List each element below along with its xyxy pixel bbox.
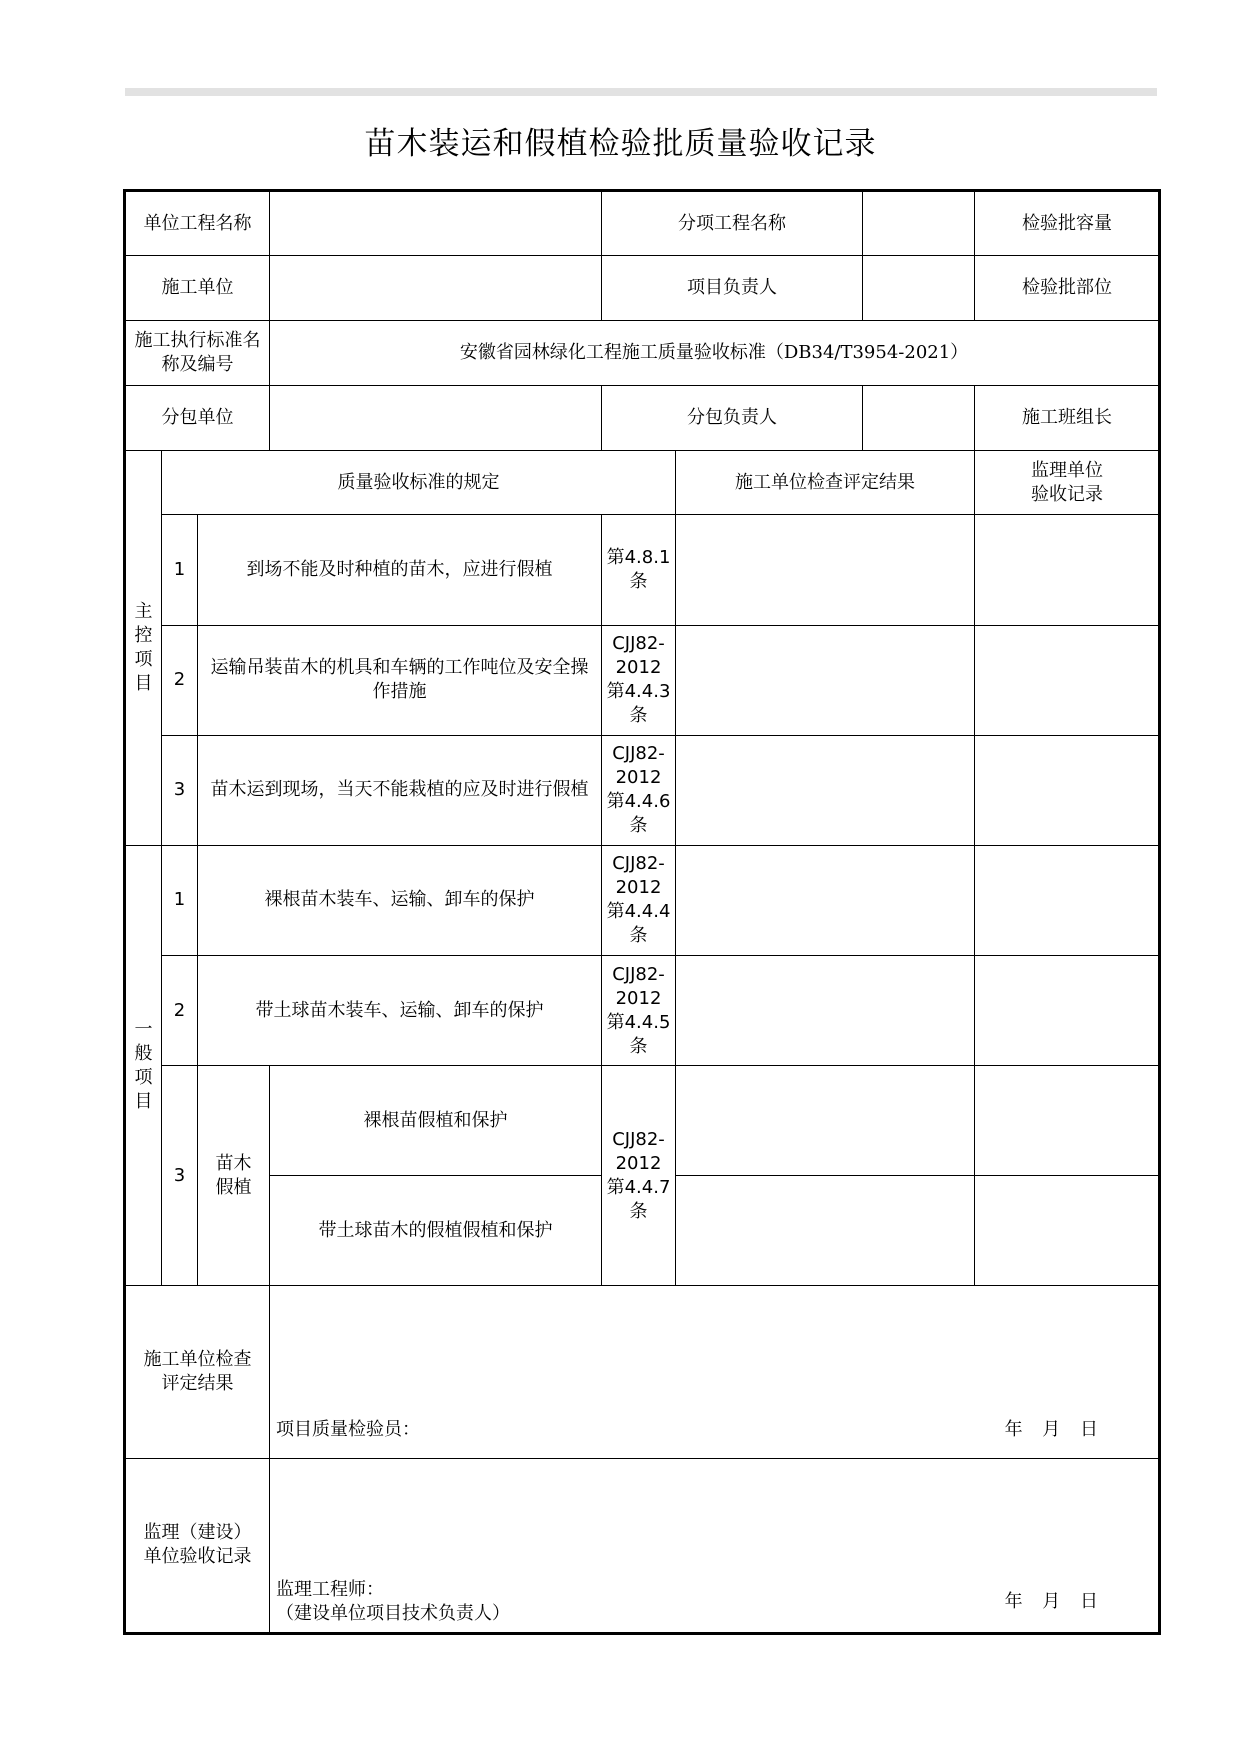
- construction-check-label: 施工单位检查评定结果: [125, 1286, 270, 1458]
- top-rule: [125, 88, 1157, 96]
- item-sub-description: 带土球苗木的假植假植和保护: [270, 1176, 602, 1286]
- supervision-record-cell[interactable]: [975, 515, 1160, 625]
- item-standard: CJJ82-2012 第4.4.3条: [602, 625, 676, 735]
- item-description: 带土球苗木装车、运输、卸车的保护: [198, 955, 602, 1065]
- item-number: 3: [162, 1066, 198, 1286]
- subcontractor-label: 分包单位: [125, 386, 270, 451]
- batch-capacity-label: 检验批容量: [975, 191, 1160, 256]
- item-standard: CJJ82-2012 第4.4.4条: [602, 845, 676, 955]
- team-leader-label: 施工班组长: [975, 386, 1160, 451]
- project-manager-label: 项目负责人: [602, 256, 863, 321]
- construction-result-cell[interactable]: [676, 625, 975, 735]
- regulation-header: 质量验收标准的规定: [162, 451, 676, 515]
- standard-label: 施工执行标准名称及编号: [125, 321, 270, 386]
- item-standard: CJJ82-2012 第4.4.5条: [602, 955, 676, 1065]
- construction-result-cell[interactable]: [676, 735, 975, 845]
- unit-project-name-label: 单位工程名称: [125, 191, 270, 256]
- item-number: 1: [162, 845, 198, 955]
- sub-project-name-label: 分项工程名称: [602, 191, 863, 256]
- item-number: 3: [162, 735, 198, 845]
- construction-result-cell[interactable]: [676, 1176, 975, 1286]
- construction-result-cell[interactable]: [676, 955, 975, 1065]
- main-control-label: 主控项目: [125, 451, 162, 846]
- engineer-label: 监理工程师： （建设单位项目技术负责人）: [276, 1579, 511, 1624]
- item-description: 苗木运到现场，当天不能栽植的应及时进行假植: [198, 735, 602, 845]
- construction-result-cell[interactable]: [676, 1066, 975, 1176]
- item-description: 运输吊装苗木的机具和车辆的工作吨位及安全操作措施: [198, 625, 602, 735]
- general-items-label: 一般项目: [125, 845, 162, 1286]
- subcontractor-field[interactable]: [270, 386, 602, 451]
- item-standard: CJJ82-2012 第4.4.6条: [602, 735, 676, 845]
- supervision-area[interactable]: [270, 1458, 1160, 1633]
- item-group-label: 苗木假植: [198, 1066, 270, 1286]
- construction-result-header: 施工单位检查评定结果: [676, 451, 975, 515]
- construction-result-cell[interactable]: [676, 845, 975, 955]
- supervision-record-header: 监理单位验收记录: [975, 451, 1160, 515]
- supervision-record-cell[interactable]: [975, 955, 1160, 1065]
- item-number: 2: [162, 625, 198, 735]
- project-manager-field[interactable]: [863, 256, 975, 321]
- date-label: 年 月 日: [1004, 1591, 1099, 1612]
- construction-unit-field[interactable]: [270, 256, 602, 321]
- unit-project-name-field[interactable]: [270, 191, 602, 256]
- item-standard: CJJ82-2012 第4.4.7条: [602, 1066, 676, 1286]
- supervision-record-cell[interactable]: [975, 735, 1160, 845]
- standard-value: 安徽省园林绿化工程施工质量验收标准（DB34/T3954-2021）: [270, 321, 1160, 386]
- inspection-form: [123, 189, 1161, 1635]
- supervision-label: 监理（建设）单位验收记录: [125, 1458, 270, 1633]
- sub-project-name-field[interactable]: [863, 191, 975, 256]
- item-standard: 第4.8.1条: [602, 515, 676, 625]
- subcontract-manager-field[interactable]: [863, 386, 975, 451]
- item-sub-description: 裸根苗假植和保护: [270, 1066, 602, 1176]
- supervision-record-cell[interactable]: [975, 625, 1160, 735]
- page-title: 苗木装运和假植检验批质量验收记录: [364, 126, 877, 162]
- construction-check-area[interactable]: [270, 1286, 1160, 1458]
- supervision-record-cell[interactable]: [975, 1176, 1160, 1286]
- construction-result-cell[interactable]: [676, 515, 975, 625]
- subcontract-manager-label: 分包负责人: [602, 386, 863, 451]
- item-number: 2: [162, 955, 198, 1065]
- batch-location-label: 检验批部位: [975, 256, 1160, 321]
- supervision-record-cell[interactable]: [975, 1066, 1160, 1176]
- item-number: 1: [162, 515, 198, 625]
- item-description: 到场不能及时种植的苗木，应进行假植: [198, 515, 602, 625]
- item-description: 裸根苗木装车、运输、卸车的保护: [198, 845, 602, 955]
- supervision-record-cell[interactable]: [975, 845, 1160, 955]
- construction-unit-label: 施工单位: [125, 256, 270, 321]
- date-label: 年 月 日: [1004, 1418, 1099, 1440]
- inspector-label: 项目质量检验员：: [276, 1418, 421, 1440]
